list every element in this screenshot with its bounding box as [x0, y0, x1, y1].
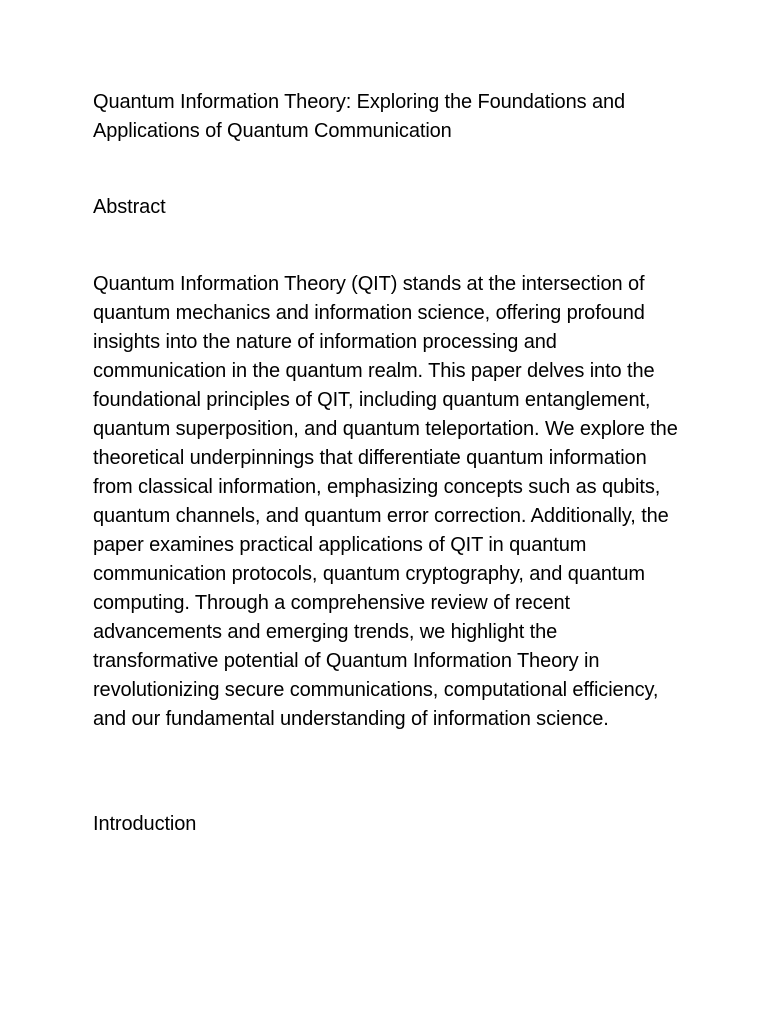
introduction-heading: Introduction [93, 813, 197, 835]
abstract-paragraph: Quantum Information Theory (QIT) stands at the intersection of quantum mechanics and information science, offering profound insights into the nature of information processing and communication in the quantum realm. This paper delves into the foundational principles of QIT, including quantum entanglement, quantum superposition, and quantum teleportation. We explore the theoretical underpinnings that differentiate quantum information from classical information, emphasizing concepts such as qubits, quantum channels, and quantum error correction. Additionally, the paper examines practical applications of QIT in quantum communication protocols, quantum cryptography, and quantum computing. Through a comprehensive review of recent advancements and emerging trends, we highlight the transformative potential of Quantum Information Theory in revolutionizing secure communications, computational efficiency, and our fundamental understanding of information science. [93, 273, 678, 730]
abstract-heading: Abstract [93, 196, 166, 218]
document-title: Quantum Information Theory: Exploring the Foundations and Applications of Quantum Communication [93, 91, 626, 142]
